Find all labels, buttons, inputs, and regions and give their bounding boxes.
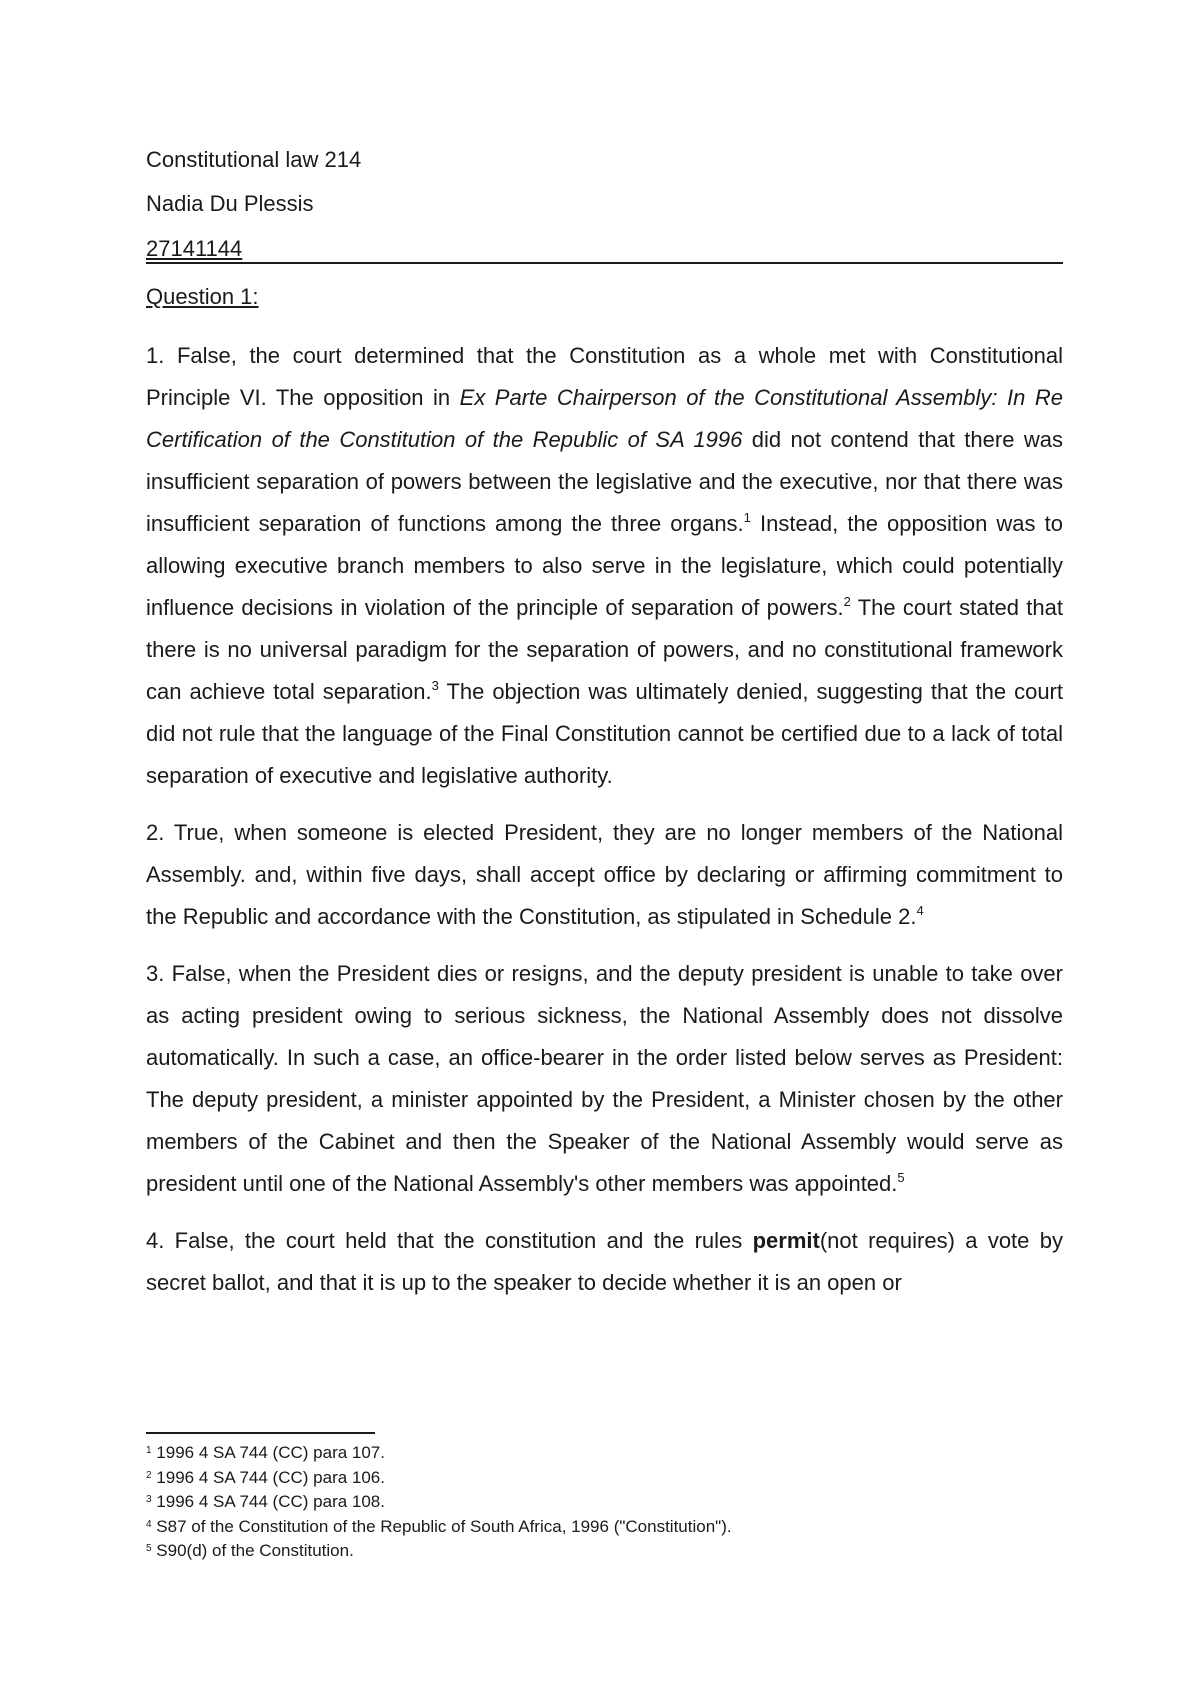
- footnote-divider: [146, 1432, 375, 1434]
- footnote-number: 3: [146, 1494, 152, 1505]
- answer-4-rest: (not requires) a vote by secret ballot, and that it is up to the speaker to decide whether it is an open or: [146, 1228, 1063, 1295]
- header-divider: [146, 262, 1063, 264]
- answer-3: [146, 953, 1063, 1205]
- footnote: [146, 1441, 1063, 1466]
- answer-3-text: 3. False, when the President dies or resigns, and the deputy president is unable to take over as acting president owing to serious sickness, the National Assembly does not dissolve automatically. In such a case, an office-bearer in the order listed below serves as President: The deputy president, a minister appointed by the President, a Minister chosen by the other members of the Cabinet and then the Speaker of the National Assembly would serve as president until one of the National Assembly's other members was appointed.: [146, 961, 1063, 1196]
- answer-4-bold: permit: [752, 1228, 820, 1253]
- footnote-number: 5: [146, 1543, 152, 1554]
- footnote-ref-5[interactable]: 5: [897, 1170, 905, 1185]
- footnote: [146, 1515, 1063, 1540]
- footnote-ref-3[interactable]: 3: [431, 678, 439, 693]
- footnote-number: 1: [146, 1445, 152, 1456]
- footnote-ref-1[interactable]: 1: [743, 510, 751, 525]
- footnote-text: S90(d) of the Constitution.: [151, 1541, 354, 1560]
- answer-body: [146, 335, 1063, 1319]
- course-title: Constitutional law 214: [146, 147, 362, 172]
- answer-2-text: 2. True, when someone is elected President, they are no longer members of the National Assembly. and, within five days, shall accept office by declaring or affirming commitment to the Republic and accordance with the Constitution, as stipulated in Schedule 2.: [146, 820, 1063, 929]
- case-name: Ex Parte Chairperson of the Constitutional Assembly: In Re Certification of the Constitution of the Republic of SA 1996: [146, 385, 1063, 452]
- student-number: 27141144: [146, 236, 243, 261]
- footnotes: [146, 1441, 1063, 1564]
- footnote: [146, 1466, 1063, 1491]
- footnote-ref-2[interactable]: 2: [843, 594, 851, 609]
- answer-1-part4: The court stated that there is no universal paradigm for the separation of powers, and no constitutional framework can achieve total separation.: [146, 595, 1063, 704]
- answer-1-intro: 1. False, the court determined that the Constitution as a whole met with Constitutional Principle VI. The opposition in: [146, 343, 1063, 410]
- answer-4: [146, 1220, 1063, 1304]
- footnote-text: 1996 4 SA 744 (CC) para 106.: [151, 1467, 385, 1487]
- answer-1-part3: Instead, the opposition was to allowing executive branch members to also serve in the legislature, which could potentially influence decisions in violation of the principle of separation of powers.: [146, 511, 1063, 620]
- answer-1: [146, 335, 1063, 797]
- footnote-ref-4[interactable]: 4: [916, 903, 924, 918]
- footnote-text: S87 of the Constitution of the Republic of South Africa, 1996 ("Constitution").: [151, 1516, 732, 1536]
- question-heading: Question 1:: [146, 284, 259, 309]
- answer-2: [146, 812, 1063, 938]
- footnote: [146, 1539, 1063, 1564]
- footnote-number: 2: [146, 1469, 152, 1481]
- answer-1-part2: did not contend that there was insufficient separation of powers between the legislative and the executive, nor that there was insufficient separation of functions among the three organs.: [146, 427, 1063, 536]
- footnote: [146, 1490, 1063, 1515]
- footnote-text: 1996 4 SA 744 (CC) para 107.: [151, 1443, 385, 1462]
- footnote-text: 1996 4 SA 744 (CC) para 108.: [151, 1492, 385, 1511]
- answer-4-intro: 4. False, the court held that the constitution and the rules: [146, 1228, 753, 1253]
- answer-1-part5: The objection was ultimately denied, suggesting that the court did not rule that the language of the Final Constitution cannot be certified due to a lack of total separation of executive and legislative authority.: [146, 679, 1063, 788]
- footnote-number: 4: [146, 1518, 152, 1530]
- student-name: Nadia Du Plessis: [146, 191, 314, 216]
